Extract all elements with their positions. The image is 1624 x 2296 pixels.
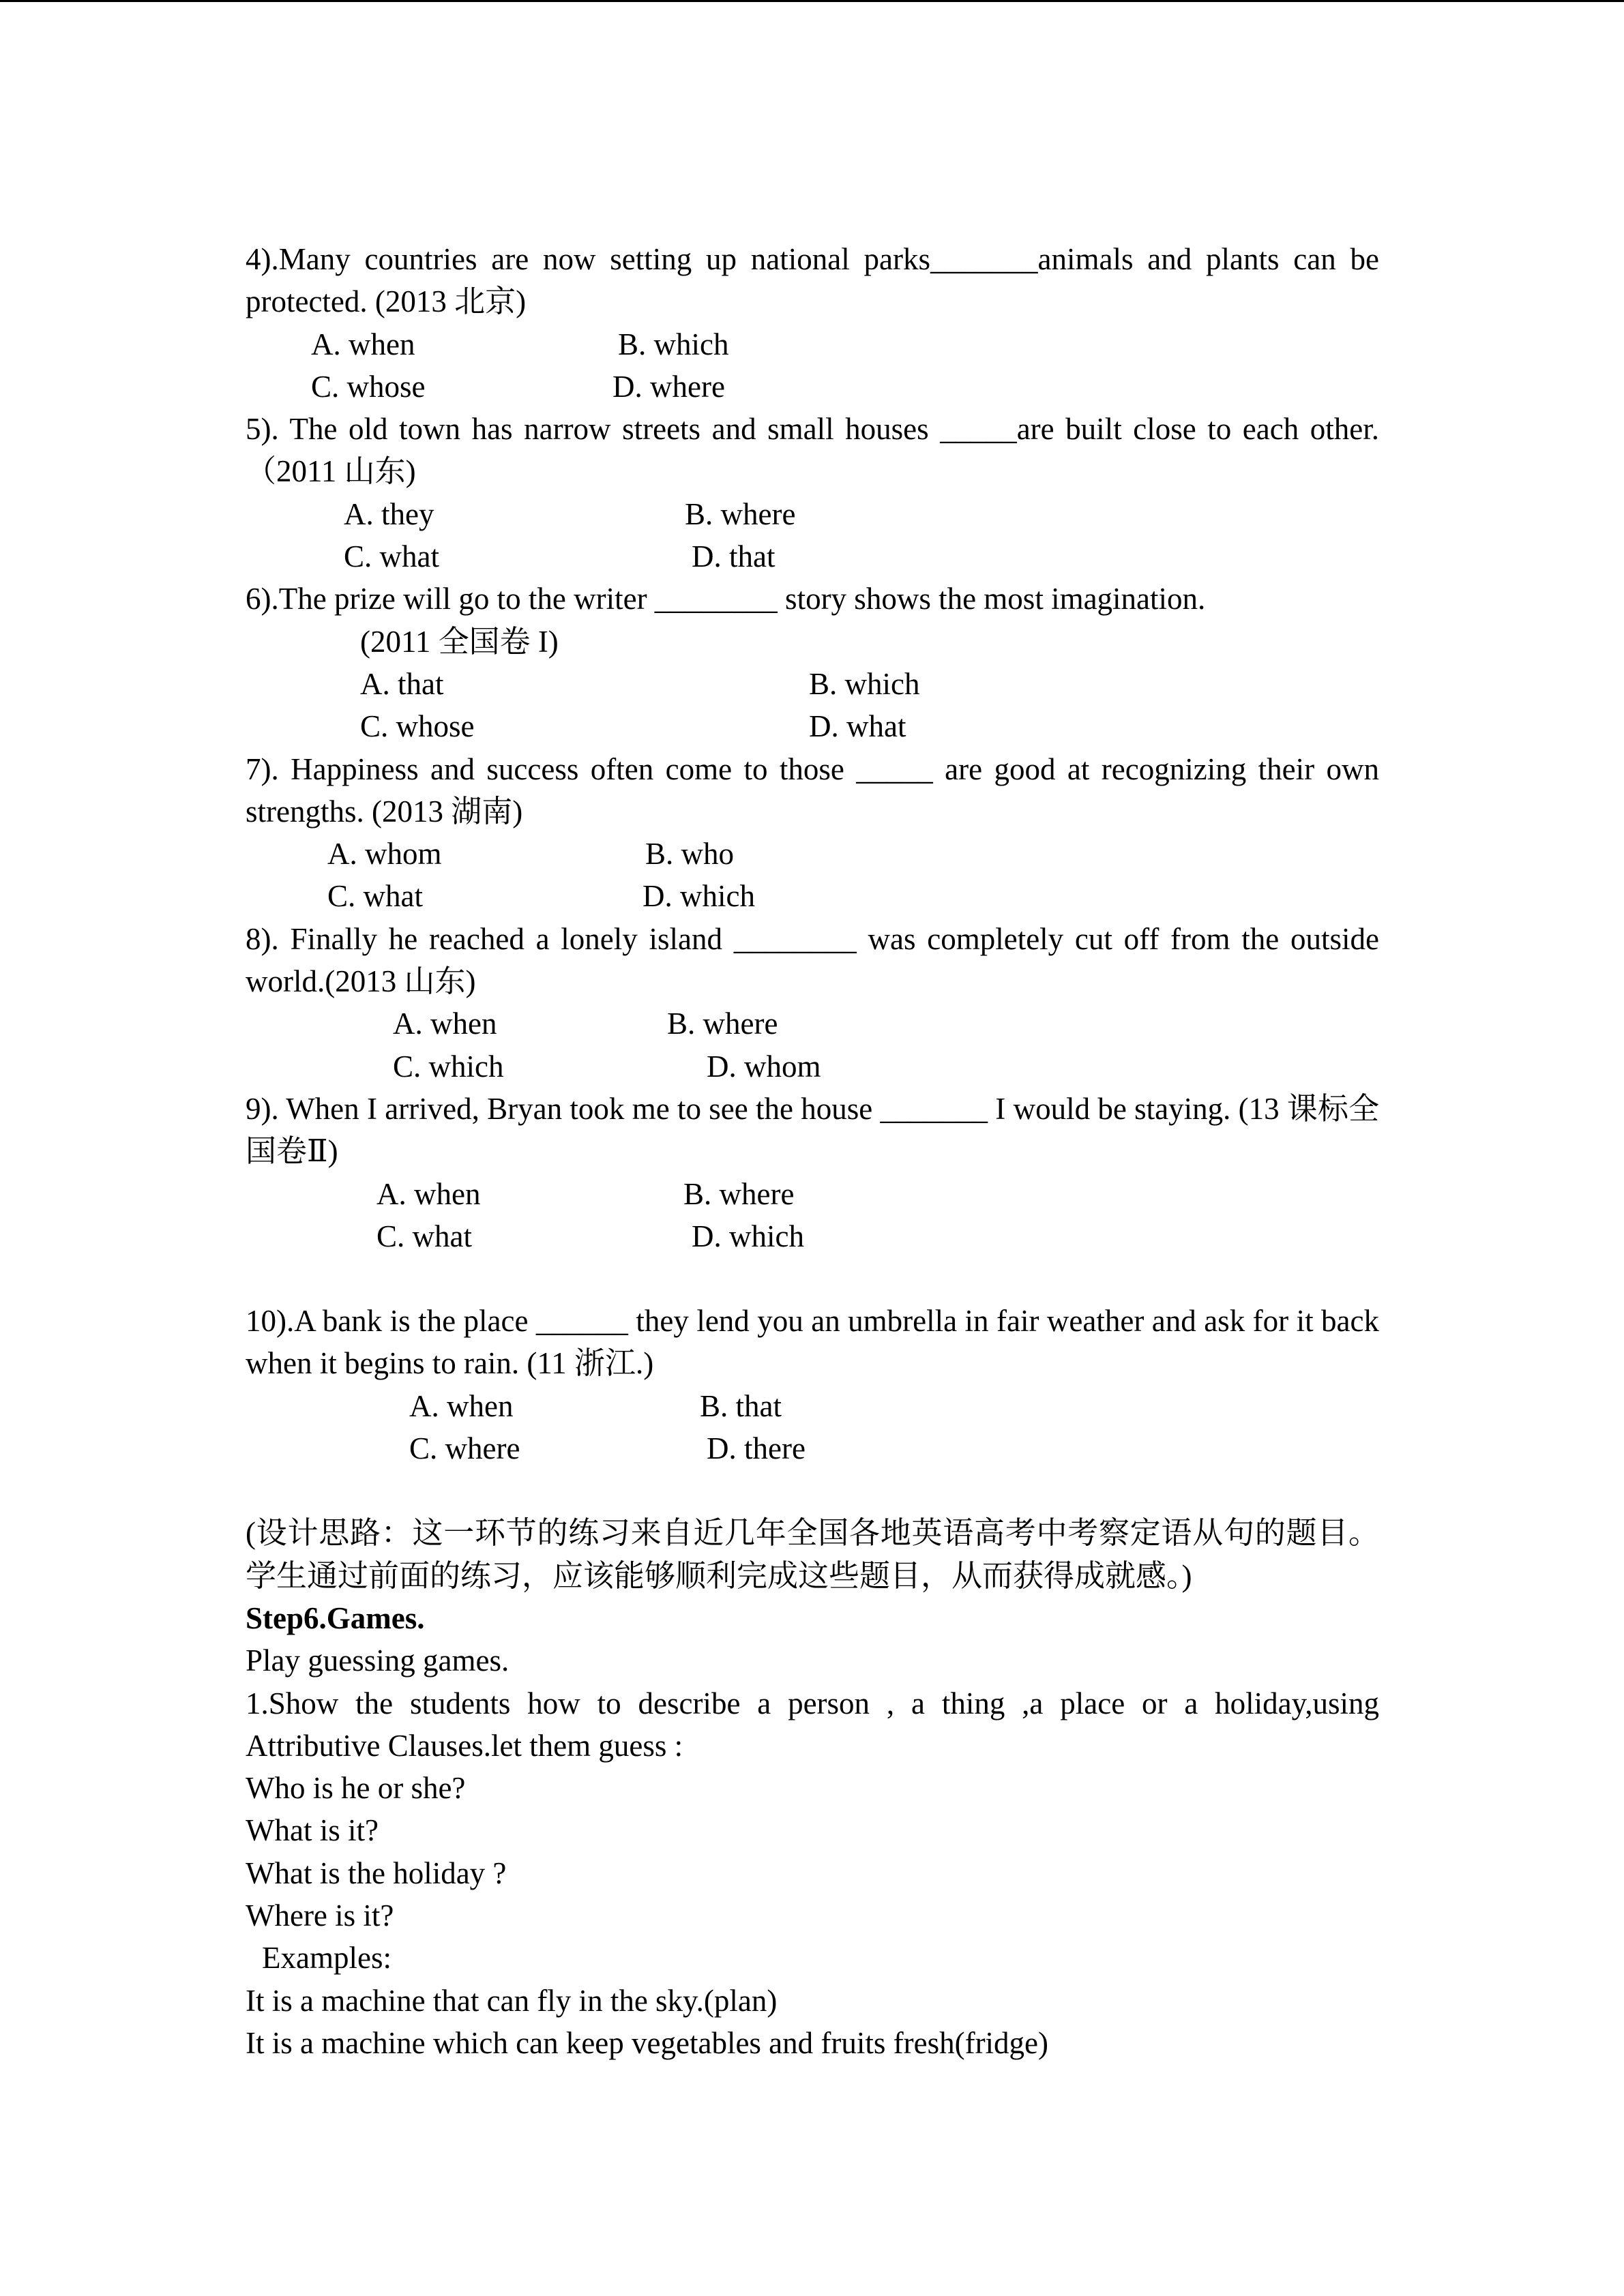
question-10-option-d: D. there xyxy=(707,1431,806,1466)
question-6-option-b: B. which xyxy=(809,666,920,701)
question-6-options-row1 xyxy=(246,663,1379,705)
question-10-option-a: A. when xyxy=(409,1388,514,1423)
question-5-options-row1 xyxy=(246,493,1379,535)
question-5-option-b: B. where xyxy=(685,496,796,531)
question-9-stem: 9). When I arrived, Bryan took me to see the house _______ I would be staying. (13 课标全国卷Ⅱ) xyxy=(246,1091,1379,1169)
question-4-option-b: B. which xyxy=(618,327,729,361)
question-6-source-row xyxy=(246,621,1379,663)
question-8-stem: 8). Finally he reached a lonely island ________ was completely cut off from the outside world.(2013 山东) xyxy=(246,921,1379,999)
question-6-stem: 6).The prize will go to the writer ________ story shows the most imagination. xyxy=(246,582,1206,616)
blank-line xyxy=(246,1470,1379,1512)
question-4-options-row2 xyxy=(246,366,1379,408)
design-note: (设计思路：这一环节的练习来自近几年全国各地英语高考中考察定语从句的题目。学生通过前面的练习，应该能够顺利完成这些题目，从而获得成就感。) xyxy=(246,1516,1379,1593)
question-6-option-d: D. what xyxy=(809,709,906,744)
blank-line xyxy=(246,1257,1379,1300)
question-5-option-c: C. what xyxy=(344,539,439,574)
question-9-options-row2 xyxy=(246,1215,1379,1257)
question-6-option-a: A. that xyxy=(360,666,444,701)
question-4-options-row1 xyxy=(246,323,1379,366)
question-8-options-row1 xyxy=(246,1002,1379,1045)
question-9-options-row1 xyxy=(246,1173,1379,1215)
question-8-option-d: D. whom xyxy=(707,1049,821,1084)
question-7-option-a: A. whom xyxy=(327,837,442,871)
question-5-stem: 5). The old town has narrow streets and small houses _____are built close to each other. （2011 山东) xyxy=(246,412,1379,489)
question-10-option-c: C. where xyxy=(409,1431,520,1466)
games-intro: Play guessing games. xyxy=(246,1643,510,1678)
page-content xyxy=(246,238,1379,2064)
question-4-stem: 4).Many countries are now setting up national parks_______animals and plants can be protected. (2013 北京) xyxy=(246,242,1379,319)
guess-prompt: What is it? xyxy=(246,1813,379,1848)
step-title: Step6.Games. xyxy=(246,1600,425,1635)
question-9-option-c: C. what xyxy=(377,1219,472,1253)
example-sentence: It is a machine that can fly in the sky.(plan) xyxy=(246,1983,778,2018)
question-5-option-d: D. that xyxy=(692,539,776,574)
question-8-option-b: B. where xyxy=(667,1007,778,1041)
question-10-options-row2 xyxy=(246,1427,1379,1470)
question-8-options-row2 xyxy=(246,1045,1379,1088)
question-6-source: (2011 全国卷 I) xyxy=(360,624,559,659)
question-5-options-row2 xyxy=(246,535,1379,578)
question-9-option-d: D. which xyxy=(692,1219,804,1253)
question-8-option-a: A. when xyxy=(393,1007,497,1041)
question-8-option-c: C. which xyxy=(393,1049,504,1084)
question-7-options-row2 xyxy=(246,875,1379,917)
question-7-options-row1 xyxy=(246,833,1379,875)
question-6-option-c: C. whose xyxy=(360,709,475,744)
example-sentence: It is a machine which can keep vegetables and fruits fresh(fridge) xyxy=(246,2025,1049,2060)
question-10-option-b: B. that xyxy=(700,1388,782,1423)
question-7-stem: 7). Happiness and success often come to those _____ are good at recognizing their own strengths. (2013 湖南) xyxy=(246,751,1379,829)
question-4-option-c: C. whose xyxy=(311,369,426,404)
question-7-option-b: B. who xyxy=(645,837,735,871)
guess-prompt: Who is he or she? xyxy=(246,1771,466,1806)
guess-prompt: What is the holiday ? xyxy=(246,1855,507,1890)
guess-prompt: Where is it? xyxy=(246,1898,394,1933)
examples-label: Examples: xyxy=(262,1941,392,1976)
question-7-option-c: C. what xyxy=(327,879,423,914)
question-6-options-row2 xyxy=(246,705,1379,747)
question-4-option-d: D. where xyxy=(612,369,725,404)
question-10-options-row1 xyxy=(246,1385,1379,1427)
question-10-stem: 10).A bank is the place ______ they lend you an umbrella in fair weather and ask for it back when it begins to rain. (11 浙江.) xyxy=(246,1304,1379,1381)
question-5-option-a: A. they xyxy=(344,496,434,531)
games-instruction: 1.Show the students how to describe a person , a thing ,a place or a holiday,using Attributive Clauses.let them guess : xyxy=(246,1686,1379,1763)
question-9-option-a: A. when xyxy=(377,1176,481,1211)
question-4-option-a: A. when xyxy=(311,327,415,361)
question-9-option-b: B. where xyxy=(683,1176,795,1211)
question-7-option-d: D. which xyxy=(643,879,755,914)
